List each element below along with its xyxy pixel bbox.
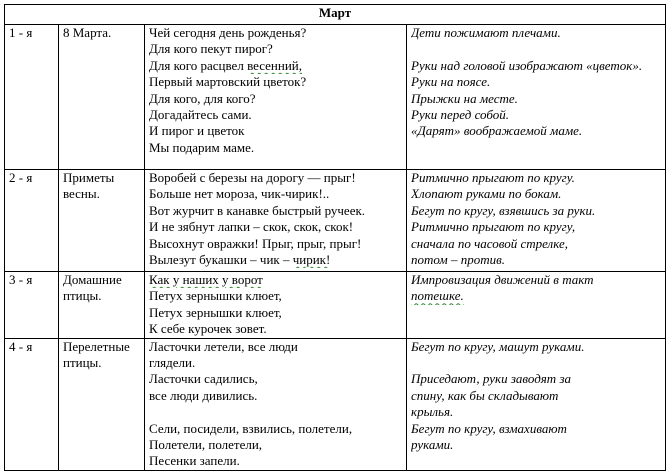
text-line: Первый мартовский цветок? bbox=[149, 74, 307, 90]
text-line: Для кого пекут пирог? bbox=[149, 41, 273, 57]
text-line: И пирог и цветок bbox=[149, 123, 245, 139]
table-row bbox=[5, 272, 666, 339]
theme-line: Домашние bbox=[63, 272, 122, 287]
text-line: Воробей с березы на дорогу — прыг! bbox=[149, 170, 356, 185]
blank-line bbox=[411, 41, 661, 57]
moves-line: Прыжки на месте. bbox=[411, 90, 518, 106]
text-line: Для кого, для кого? bbox=[149, 90, 256, 106]
text-line: Петух зернышки клюет, bbox=[149, 288, 282, 304]
moves-line: потом – против. bbox=[411, 252, 505, 268]
week-cell: 4 - я bbox=[5, 338, 59, 470]
poem-cell bbox=[145, 170, 407, 272]
text-line: Песенки запели. bbox=[149, 453, 240, 469]
theme-cell bbox=[59, 272, 145, 339]
theme-line: птицы. bbox=[63, 355, 102, 371]
text-line: Ласточки садились, bbox=[149, 371, 258, 387]
blank-line bbox=[411, 355, 661, 371]
text-line: Чей сегодня день рожденья? bbox=[149, 25, 307, 40]
week-cell: 2 - я bbox=[5, 170, 59, 272]
moves-line: Бегут по кругу, взмахивают bbox=[411, 420, 567, 436]
theme-line: 8 Марта. bbox=[63, 25, 112, 40]
blank-line bbox=[149, 404, 402, 420]
moves-line: Приседают, руки заводят за bbox=[411, 371, 572, 387]
moves-line: Руки над головой изображают «цветок». bbox=[411, 57, 643, 73]
table-row bbox=[5, 25, 666, 170]
poem-cell bbox=[145, 338, 407, 470]
text-line: Высохнут овражки! Прыг, прыг, прыг! bbox=[149, 235, 362, 251]
poem-cell bbox=[145, 25, 407, 170]
movements-cell bbox=[407, 25, 666, 170]
text-line: Больше нет мороза, чик-чирик!.. bbox=[149, 186, 330, 202]
movements-cell bbox=[407, 272, 666, 339]
moves-line: Руки перед собой. bbox=[411, 107, 509, 123]
text-line: Для кого расцвел весенний, bbox=[149, 57, 303, 73]
moves-line: Хлопают руками по бокам. bbox=[411, 186, 562, 202]
moves-line: спину, как бы складывают bbox=[411, 387, 559, 403]
moves-line: руками. bbox=[411, 437, 454, 453]
moves-line: потешке. bbox=[411, 288, 464, 304]
moves-line: Руки на поясе. bbox=[411, 74, 491, 90]
text-line: все люди дивились. bbox=[149, 387, 258, 403]
table-row bbox=[5, 338, 666, 470]
text-line: Сели, посидели, взвились, полетели, bbox=[149, 420, 353, 436]
text-line: глядели. bbox=[149, 355, 196, 371]
movements-cell bbox=[407, 338, 666, 470]
theme-cell bbox=[59, 338, 145, 470]
text-line: И не зябнут лапки – скок, скок, скок! bbox=[149, 219, 354, 235]
theme-cell bbox=[59, 25, 145, 170]
text-line: Вот журчит в канавке быстрый ручеек. bbox=[149, 202, 366, 218]
moves-line: «Дарят» воображаемой маме. bbox=[411, 123, 583, 139]
moves-line: Ритмично прыгают по кругу, bbox=[411, 219, 576, 235]
text-line: Полетели, полетели, bbox=[149, 437, 263, 453]
moves-line: Бегут по кругу, машут руками. bbox=[411, 338, 585, 354]
theme-line: весны. bbox=[63, 186, 100, 202]
table-body bbox=[5, 25, 666, 471]
moves-line: Ритмично прыгают по кругу. bbox=[411, 170, 575, 185]
table-header-row bbox=[5, 5, 666, 25]
moves-line: Дети пожимают плечами. bbox=[411, 25, 561, 40]
moves-line: крылья. bbox=[411, 404, 454, 420]
movements-cell bbox=[407, 170, 666, 272]
poem-cell bbox=[145, 272, 407, 339]
text-line: Как у наших у ворот bbox=[149, 272, 263, 287]
moves-line: Бегут по кругу, взявшись за руки. bbox=[411, 202, 596, 218]
text-line: Ласточки летели, все люди bbox=[149, 338, 298, 354]
week-cell: 1 - я bbox=[5, 25, 59, 170]
text-line: Петух зернышки клюет, bbox=[149, 304, 282, 320]
text-line: Мы подарим маме. bbox=[149, 139, 255, 155]
theme-cell bbox=[59, 170, 145, 272]
week-cell: 3 - я bbox=[5, 272, 59, 339]
theme-line: Приметы bbox=[63, 170, 115, 185]
moves-line: Импровизация движений в такт bbox=[411, 272, 594, 287]
theme-line: Перелетные bbox=[63, 338, 130, 354]
month-title: Март bbox=[5, 5, 666, 25]
text-line: Вылезут букашки – чик – чирик! bbox=[149, 252, 331, 268]
activity-plan-table bbox=[4, 4, 666, 471]
theme-line: птицы. bbox=[63, 288, 102, 304]
text-line: К себе курочек зовет. bbox=[149, 321, 267, 337]
text-line: Догадайтесь сами. bbox=[149, 107, 252, 123]
moves-line: сначала по часовой стрелке, bbox=[411, 235, 568, 251]
table-row bbox=[5, 170, 666, 272]
